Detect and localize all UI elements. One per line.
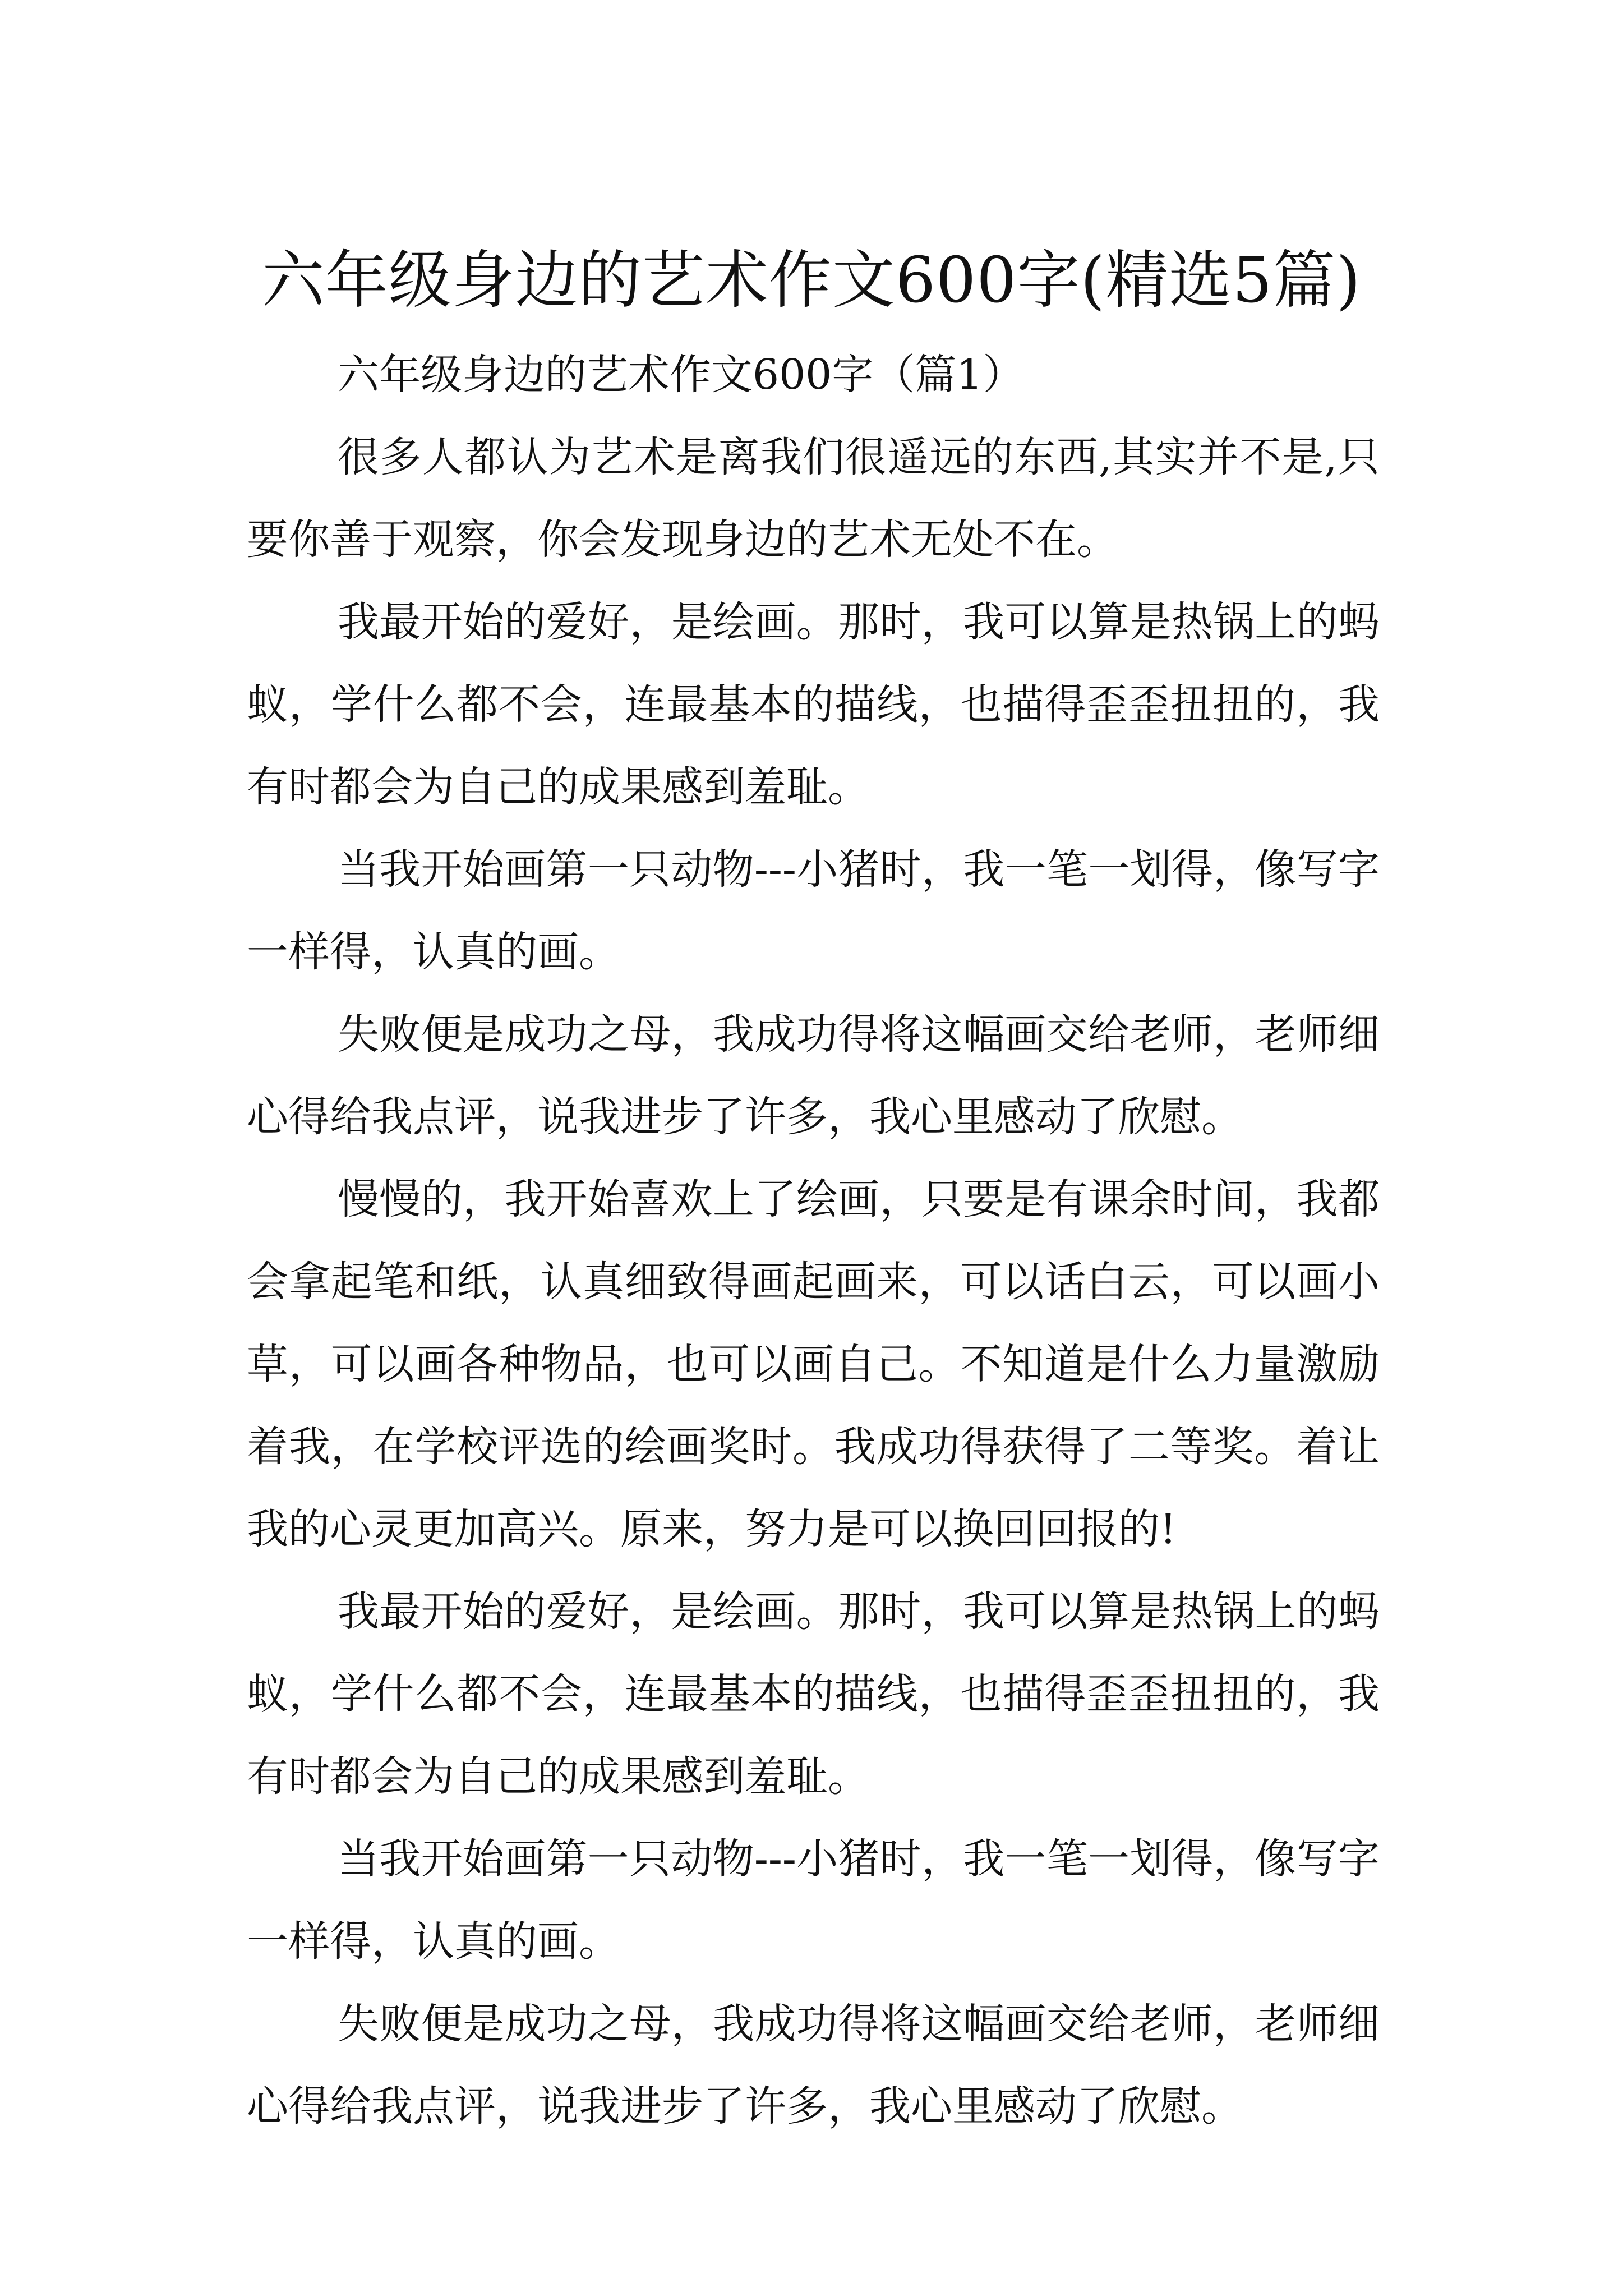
document-title: 六年级身边的艺术作文600字(精选5篇) xyxy=(261,244,1362,318)
paragraph-7: 当我开始画第一只动物---小猪时，我一笔一划得，像写字一样得，认真的画。 xyxy=(247,1835,1380,1966)
paragraph-4: 失败便是成功之母，我成功得将这幅画交给老师，老师细心得给我点评，说我进步了许多，我心里感动了欣慰。 xyxy=(247,1010,1380,1141)
paragraph-5: 慢慢的，我开始喜欢上了绘画，只要是有课余时间，我都会拿起笔和纸，认真细致得画起画来，可以话白云，可以画小草，可以画各种物品，也可以画自己。不知道是什么力量激励着我，在学校评选的绘画奖时。我成功得获得了二等奖。着让我的心灵更加高兴。原来，努力是可以换回回报的! xyxy=(247,1175,1380,1553)
paragraph-2: 我最开始的爱好，是绘画。那时，我可以算是热锅上的蚂蚁，学什么都不会，连最基本的描线，也描得歪歪扭扭的，我有时都会为自己的成果感到羞耻。 xyxy=(247,598,1380,811)
paragraph-8: 失败便是成功之母，我成功得将这幅画交给老师，老师细心得给我点评，说我进步了许多，我心里感动了欣慰。 xyxy=(247,2000,1380,2131)
paragraph-3: 当我开始画第一只动物---小猪时，我一笔一划得，像写字一样得，认真的画。 xyxy=(247,845,1380,976)
paragraph-6: 我最开始的爱好，是绘画。那时，我可以算是热锅上的蚂蚁，学什么都不会，连最基本的描线，也描得歪歪扭扭的，我有时都会为自己的成果感到羞耻。 xyxy=(247,1588,1380,1801)
paragraph-1: 很多人都认为艺术是离我们很遥远的东西,其实并不是,只要你善于观察，你会发现身边的艺术无处不在。 xyxy=(247,433,1380,564)
section-heading: 六年级身边的艺术作文600字（篇1） xyxy=(338,351,1025,399)
document-body xyxy=(247,334,1380,2148)
